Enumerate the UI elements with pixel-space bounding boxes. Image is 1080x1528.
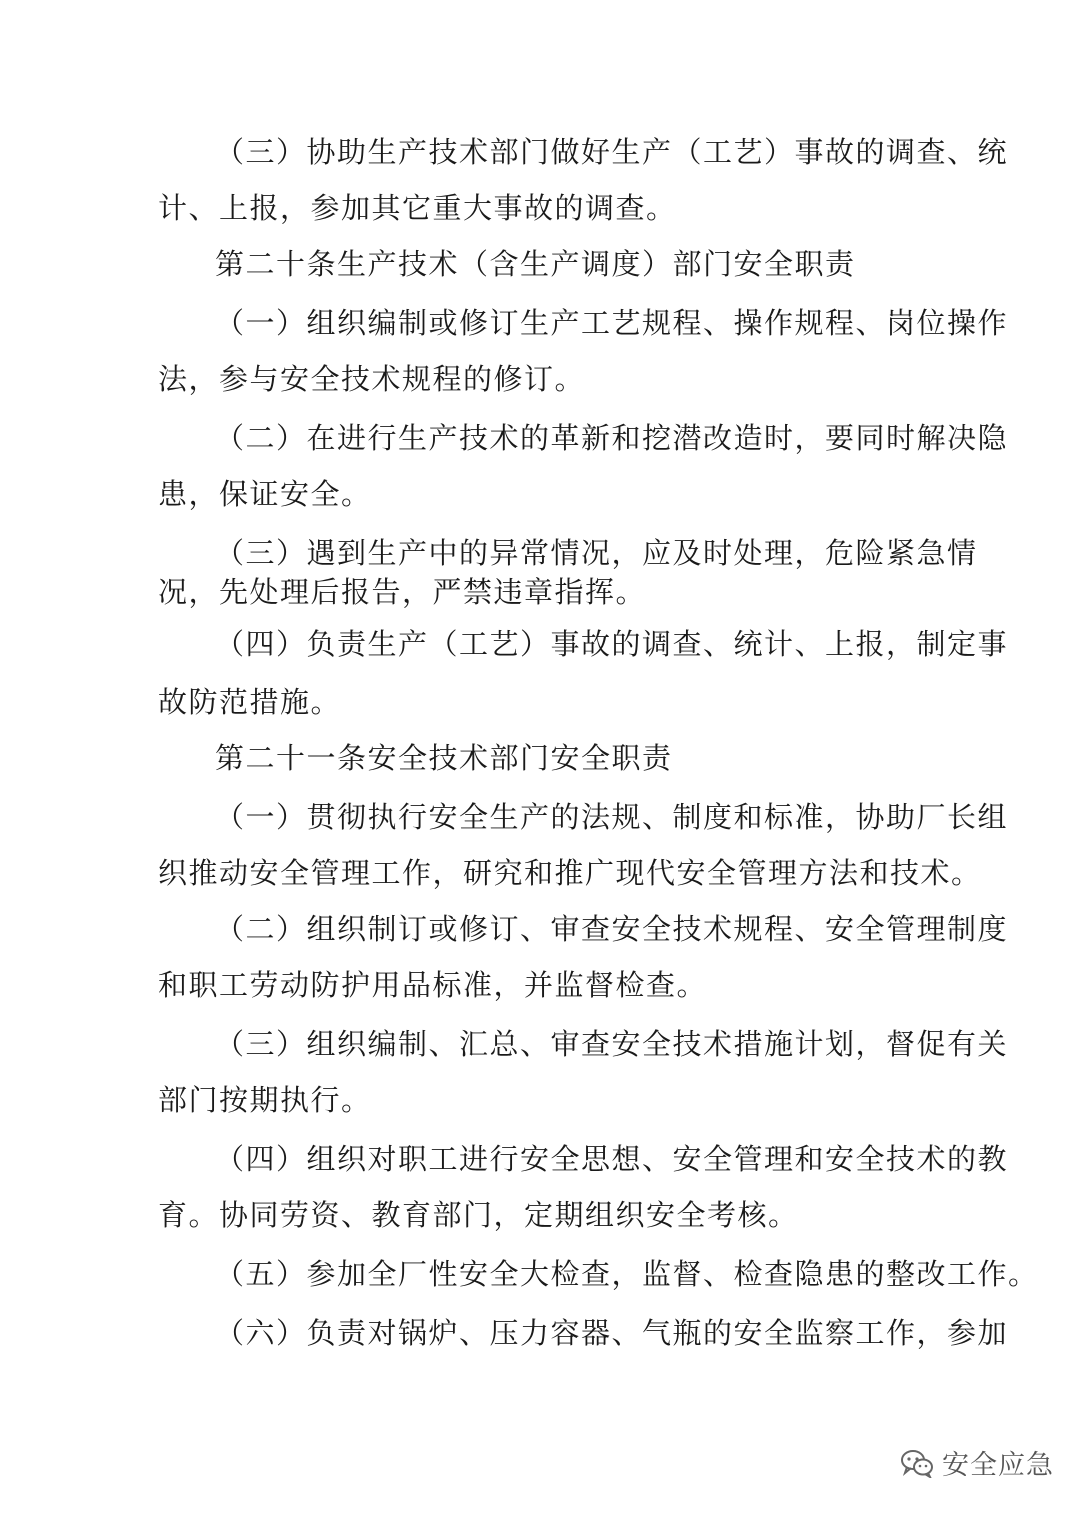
text-line: 织推动安全管理工作，研究和推广现代安全管理方法和技术。 [158,856,982,890]
text-line: （二）组织制订或修订、审查安全技术规程、安全管理制度 [215,912,1009,946]
text-line: 和职工劳动防护用品标准，并监督检查。 [158,968,708,1002]
text-line: （三）协助生产技术部门做好生产（工艺）事故的调查、统 [215,135,1009,169]
article-heading: 第二十一条安全技术部门安全职责 [215,741,673,775]
text-line: （六）负责对锅炉、压力容器、气瓶的安全监察工作，参加 [215,1316,1009,1350]
watermark [900,1443,1054,1482]
text-line: （二）在进行生产技术的革新和挖潜改造时，要同时解决隐 [215,421,1009,455]
text-line: 法，参与安全技术规程的修订。 [158,362,586,396]
text-line: （一）组织编制或修订生产工艺规程、操作规程、岗位操作 [215,306,1009,340]
text-line: 育。协同劳资、教育部门，定期组织安全考核。 [158,1198,799,1232]
text-line: （一）贯彻执行安全生产的法规、制度和标准，协助厂长组 [215,800,1009,834]
text-line: （三）遇到生产中的异常情况，应及时处理，危险紧急情 [215,536,978,570]
article-heading: 第二十条生产技术（含生产调度）部门安全职责 [215,247,856,281]
text-line: （四）负责生产（工艺）事故的调查、统计、上报，制定事 [215,627,1009,661]
watermark-text: 安全应急 [942,1450,1054,1481]
text-line: （三）组织编制、汇总、审查安全技术措施计划，督促有关 [215,1027,1009,1061]
text-line: 况，先处理后报告，严禁违章指挥。 [158,575,647,609]
text-line: 部门按期执行。 [158,1083,372,1117]
text-line: 计、上报，参加其它重大事故的调查。 [158,191,677,225]
text-line: 患，保证安全。 [158,477,372,511]
wechat-icon [900,1448,934,1478]
text-line: （五）参加全厂性安全大检查，监督、检查隐患的整改工作。 [215,1257,1039,1291]
text-line: 故防范措施。 [158,685,342,719]
text-line: （四）组织对职工进行安全思想、安全管理和安全技术的教 [215,1142,1009,1176]
